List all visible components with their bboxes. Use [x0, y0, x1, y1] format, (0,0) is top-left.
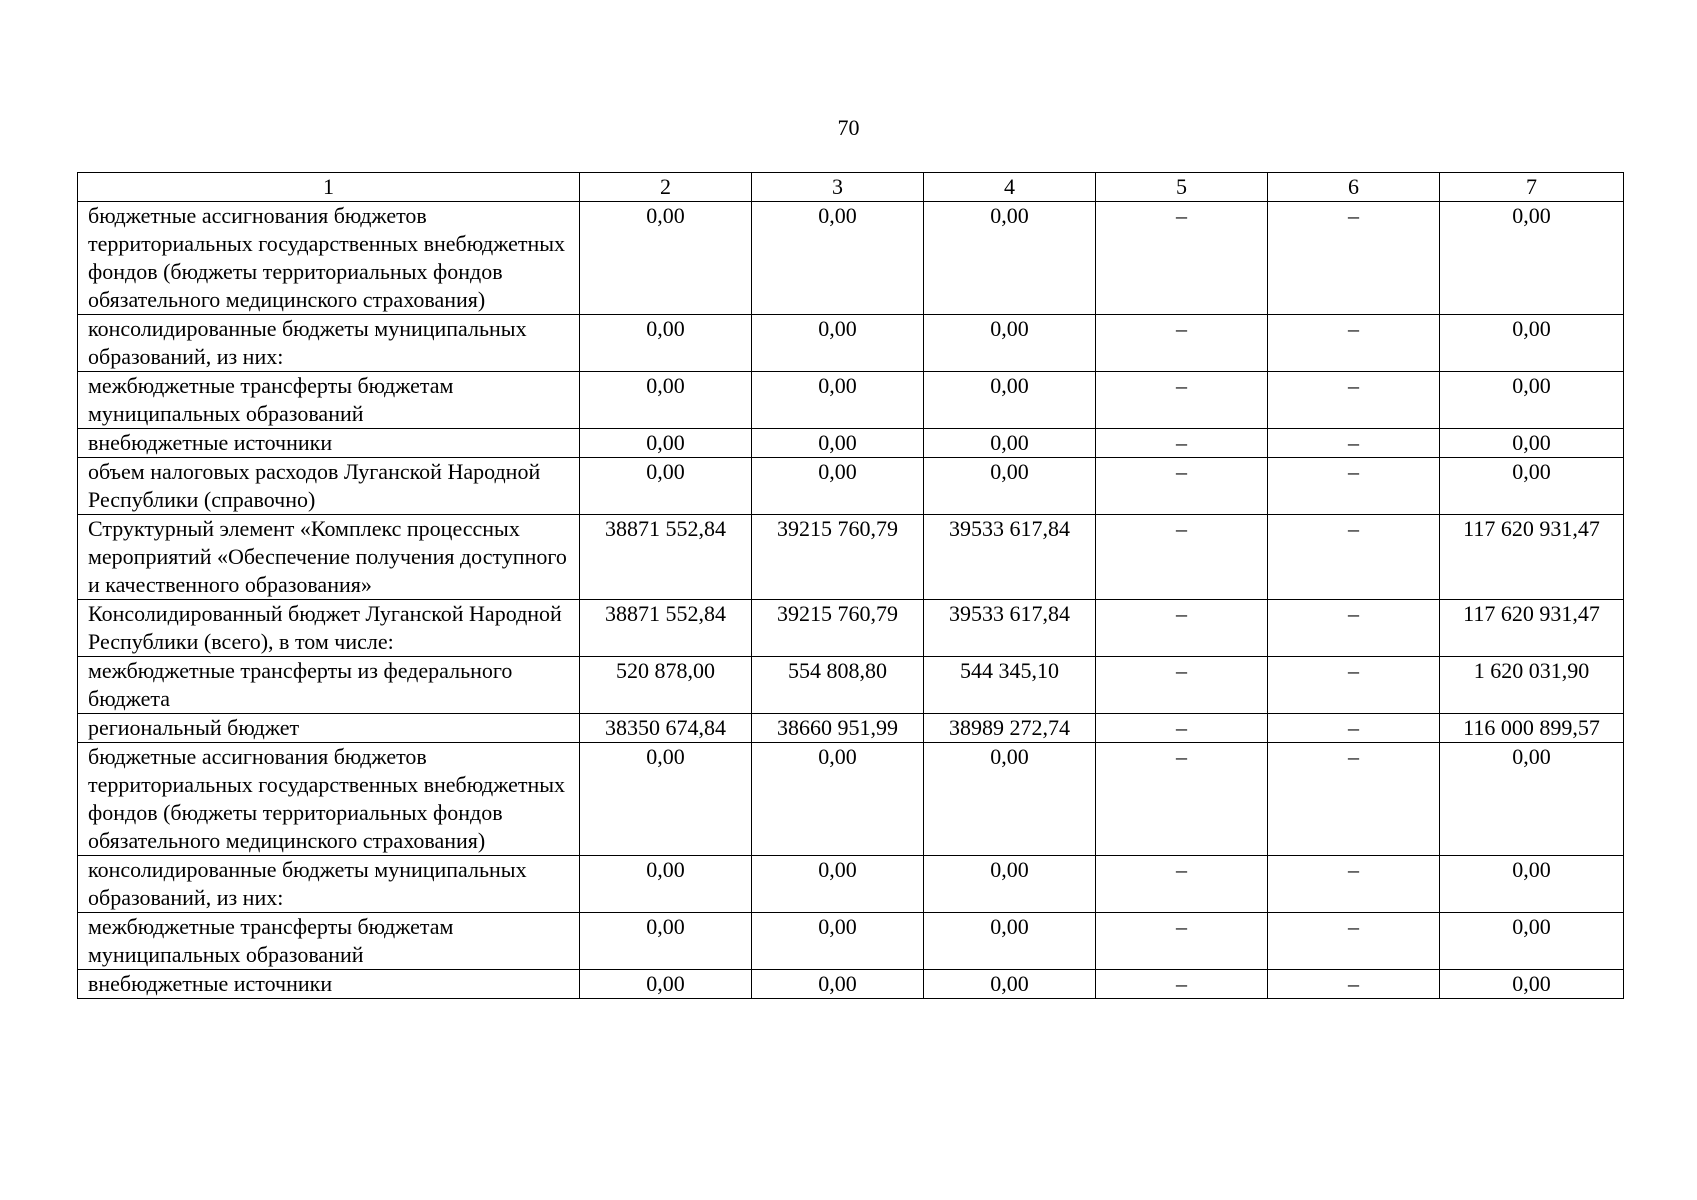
value-cell: 0,00: [924, 743, 1096, 856]
table-row: [78, 515, 1624, 600]
value-cell: 0,00: [752, 429, 924, 458]
page-number: 70: [837, 115, 860, 140]
row-label: региональный бюджет: [78, 714, 580, 743]
value-cell: 0,00: [580, 743, 752, 856]
row-label: бюджетные ассигнования бюджетов территориальных государственных внебюджетных фондов (бюджеты территориальных фондов обязательного медицинского страхования): [78, 743, 580, 856]
value-cell: 544 345,10: [924, 657, 1096, 714]
row-label: межбюджетные трансферты бюджетам муниципальных образований: [78, 372, 580, 429]
total-cell: 0,00: [1440, 458, 1624, 515]
value-cell: –: [1268, 458, 1440, 515]
value-cell: –: [1268, 429, 1440, 458]
total-cell: 117 620 931,47: [1440, 515, 1624, 600]
value-cell: 39215 760,79: [752, 600, 924, 657]
total-cell: 1 620 031,90: [1440, 657, 1624, 714]
total-cell: 0,00: [1440, 970, 1624, 999]
value-cell: –: [1268, 315, 1440, 372]
value-cell: –: [1096, 714, 1268, 743]
table-header-row: [78, 173, 1624, 202]
total-cell: 0,00: [1440, 743, 1624, 856]
table-row: [78, 429, 1624, 458]
table-row: [78, 600, 1624, 657]
value-cell: –: [1096, 743, 1268, 856]
column-header: 7: [1440, 173, 1624, 202]
value-cell: 0,00: [580, 913, 752, 970]
value-cell: –: [1096, 600, 1268, 657]
value-cell: 0,00: [580, 970, 752, 999]
total-cell: 0,00: [1440, 913, 1624, 970]
column-header: 4: [924, 173, 1096, 202]
total-cell: 0,00: [1440, 429, 1624, 458]
row-label: объем налоговых расходов Луганской Народной Республики (справочно): [78, 458, 580, 515]
table-row: [78, 657, 1624, 714]
total-cell: 0,00: [1440, 315, 1624, 372]
row-label: межбюджетные трансферты бюджетам муниципальных образований: [78, 913, 580, 970]
value-cell: –: [1096, 515, 1268, 600]
budget-table: [77, 172, 1624, 999]
table-row: [78, 458, 1624, 515]
value-cell: –: [1268, 372, 1440, 429]
value-cell: –: [1096, 458, 1268, 515]
value-cell: 0,00: [752, 372, 924, 429]
value-cell: –: [1268, 202, 1440, 315]
value-cell: 0,00: [752, 856, 924, 913]
value-cell: 0,00: [924, 856, 1096, 913]
value-cell: 0,00: [924, 315, 1096, 372]
value-cell: –: [1096, 913, 1268, 970]
value-cell: 38350 674,84: [580, 714, 752, 743]
value-cell: 39533 617,84: [924, 600, 1096, 657]
value-cell: 39215 760,79: [752, 515, 924, 600]
column-header: 5: [1096, 173, 1268, 202]
value-cell: –: [1268, 913, 1440, 970]
value-cell: –: [1268, 743, 1440, 856]
column-header: 6: [1268, 173, 1440, 202]
column-header: 1: [78, 173, 580, 202]
value-cell: 0,00: [752, 913, 924, 970]
value-cell: 38871 552,84: [580, 515, 752, 600]
total-cell: 116 000 899,57: [1440, 714, 1624, 743]
value-cell: 0,00: [580, 429, 752, 458]
value-cell: –: [1096, 970, 1268, 999]
value-cell: 520 878,00: [580, 657, 752, 714]
value-cell: –: [1096, 856, 1268, 913]
table-row: [78, 372, 1624, 429]
table-row: [78, 714, 1624, 743]
value-cell: 0,00: [924, 429, 1096, 458]
value-cell: –: [1268, 600, 1440, 657]
row-label: бюджетные ассигнования бюджетов территориальных государственных внебюджетных фондов (бюджеты территориальных фондов обязательного медицинского страхования): [78, 202, 580, 315]
row-label: Структурный элемент «Комплекс процессных мероприятий «Обеспечение получения доступного и качественного образования»: [78, 515, 580, 600]
row-label: консолидированные бюджеты муниципальных образований, из них:: [78, 856, 580, 913]
value-cell: 0,00: [752, 458, 924, 515]
value-cell: 0,00: [752, 202, 924, 315]
total-cell: 0,00: [1440, 856, 1624, 913]
table-row: [78, 315, 1624, 372]
value-cell: 0,00: [580, 315, 752, 372]
total-cell: 117 620 931,47: [1440, 600, 1624, 657]
value-cell: –: [1268, 856, 1440, 913]
value-cell: –: [1096, 429, 1268, 458]
row-label: внебюджетные источники: [78, 970, 580, 999]
value-cell: 0,00: [924, 913, 1096, 970]
value-cell: 0,00: [752, 315, 924, 372]
column-header: 3: [752, 173, 924, 202]
value-cell: 0,00: [580, 372, 752, 429]
table-row: [78, 202, 1624, 315]
value-cell: –: [1096, 202, 1268, 315]
value-cell: 39533 617,84: [924, 515, 1096, 600]
value-cell: –: [1268, 970, 1440, 999]
value-cell: –: [1268, 515, 1440, 600]
value-cell: –: [1096, 315, 1268, 372]
value-cell: –: [1096, 372, 1268, 429]
value-cell: 0,00: [924, 458, 1096, 515]
value-cell: 0,00: [580, 202, 752, 315]
value-cell: 0,00: [924, 202, 1096, 315]
value-cell: 38871 552,84: [580, 600, 752, 657]
value-cell: 38660 951,99: [752, 714, 924, 743]
row-label: межбюджетные трансферты из федерального бюджета: [78, 657, 580, 714]
value-cell: –: [1096, 657, 1268, 714]
table-row: [78, 913, 1624, 970]
value-cell: 0,00: [752, 970, 924, 999]
value-cell: 0,00: [924, 970, 1096, 999]
total-cell: 0,00: [1440, 202, 1624, 315]
value-cell: –: [1268, 657, 1440, 714]
value-cell: 38989 272,74: [924, 714, 1096, 743]
value-cell: 0,00: [580, 856, 752, 913]
table-row: [78, 743, 1624, 856]
value-cell: 0,00: [752, 743, 924, 856]
value-cell: 0,00: [924, 372, 1096, 429]
table-row: [78, 970, 1624, 999]
row-label: Консолидированный бюджет Луганской Народной Республики (всего), в том числе:: [78, 600, 580, 657]
column-header: 2: [580, 173, 752, 202]
value-cell: –: [1268, 714, 1440, 743]
row-label: консолидированные бюджеты муниципальных образований, из них:: [78, 315, 580, 372]
value-cell: 554 808,80: [752, 657, 924, 714]
row-label: внебюджетные источники: [78, 429, 580, 458]
value-cell: 0,00: [580, 458, 752, 515]
table-row: [78, 856, 1624, 913]
total-cell: 0,00: [1440, 372, 1624, 429]
